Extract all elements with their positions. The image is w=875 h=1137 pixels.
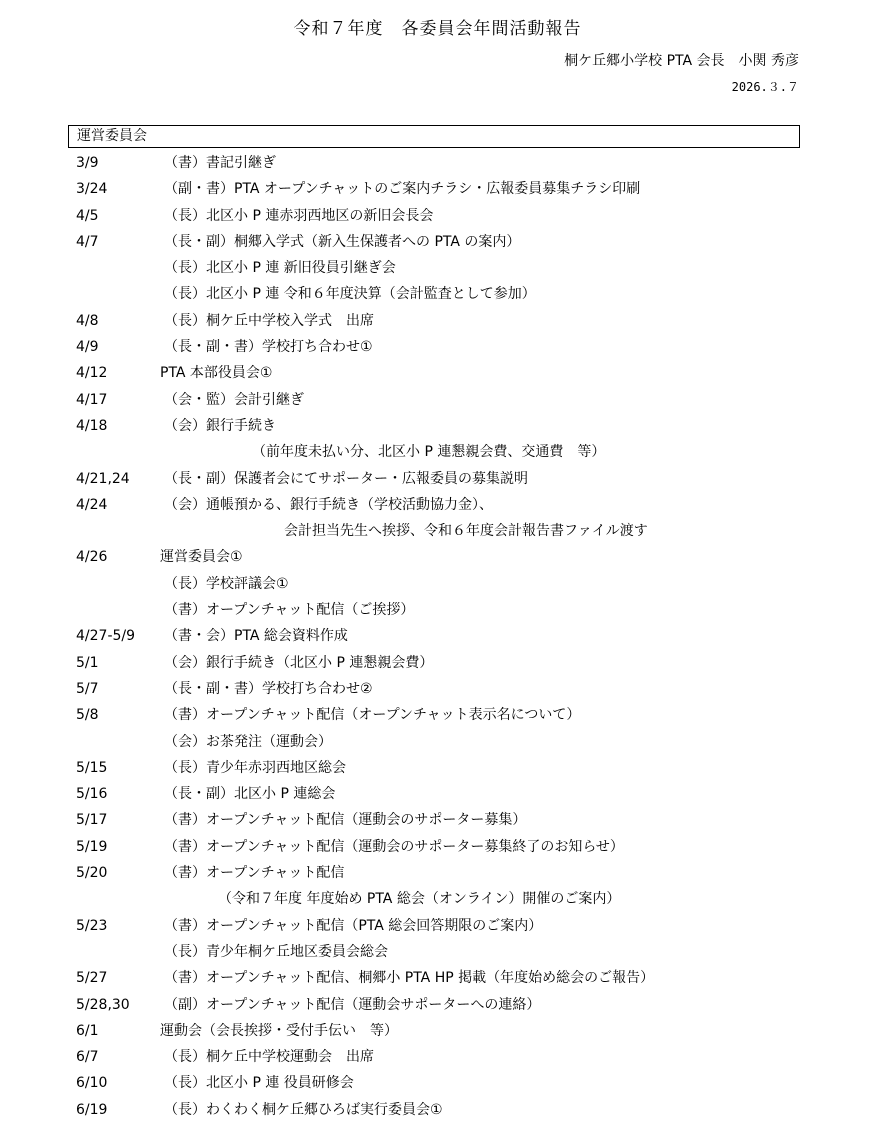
activity-row: [0, 518, 875, 544]
activity-row: [0, 1018, 875, 1044]
activity-text: （長）青少年赤羽西地区総会: [164, 759, 346, 776]
activity-text: （会）銀行手続き（北区小 P 連懇親会費）: [164, 654, 434, 671]
activity-row: [0, 387, 875, 413]
activity-row: [0, 676, 875, 702]
activity-date: 5/8: [76, 707, 99, 724]
activity-date: 4/26: [76, 549, 108, 566]
activity-row: [0, 860, 875, 886]
activity-date: 5/27: [76, 970, 108, 987]
activity-row: [0, 597, 875, 623]
activity-date: 4/5: [76, 207, 99, 224]
activity-row: [0, 781, 875, 807]
activity-row: [0, 176, 875, 202]
activity-row: [0, 886, 875, 912]
activity-text: （会）銀行手続き: [164, 417, 276, 434]
activity-row: [0, 492, 875, 518]
section-header-unei: 運営委員会: [68, 125, 800, 148]
activity-date: 4/17: [76, 391, 108, 408]
activity-text: （書）オープンチャット配信（運動会のサポーター募集終了のお知らせ）: [164, 838, 624, 855]
activity-date: 5/20: [76, 865, 108, 882]
activity-date: 4/9: [76, 339, 99, 356]
activity-text: （副）オープンチャット配信（運動会サポーターへの連絡）: [164, 996, 541, 1013]
activity-date: 4/8: [76, 312, 99, 329]
activity-text: （書）書記引継ぎ: [164, 155, 276, 171]
report-date: 2026.３.７: [731, 80, 799, 94]
activity-text: （長）わくわく桐ケ丘郷ひろば実行委員会①: [164, 1101, 443, 1118]
activity-row: [0, 229, 875, 255]
activity-text: （長）青少年桐ケ丘地区委員会総会: [164, 943, 388, 960]
activity-date: 5/28,30: [76, 996, 130, 1013]
activity-row: [0, 834, 875, 860]
activity-date: 6/10: [76, 1075, 108, 1092]
activity-text: （書）オープンチャット配信（運動会のサポーター募集）: [164, 812, 527, 829]
activity-row: [0, 413, 875, 439]
activity-row: [0, 650, 875, 676]
activity-date: 5/16: [76, 786, 108, 803]
activity-text: （書）オープンチャット配信（オープンチャット表示名について）: [164, 707, 581, 724]
activity-row: [0, 1044, 875, 1070]
activity-row: [0, 466, 875, 492]
activity-list: [0, 150, 875, 1123]
author-line: 桐ケ丘郷小学校 PTA 会長 小関 秀彦: [564, 53, 799, 69]
activity-row: [0, 1097, 875, 1123]
activity-text: （副・書）PTA オープンチャットのご案内チラシ・広報委員募集チラシ印刷: [164, 181, 641, 198]
activity-text: （長）北区小 P 連 令和６年度決算（会計監査として参加）: [164, 286, 536, 303]
activity-row: [0, 913, 875, 939]
activity-row: [0, 623, 875, 649]
activity-text: （会・監）会計引継ぎ: [164, 391, 304, 408]
activity-row: [0, 992, 875, 1018]
activity-row: [0, 150, 875, 176]
activity-date: 4/24: [76, 496, 108, 513]
activity-text: （長・副）桐郷入学式（新入生保護者への PTA の案内）: [164, 233, 521, 250]
activity-text: （会）お茶発注（運動会）: [164, 733, 332, 750]
activity-date: 6/7: [76, 1049, 99, 1066]
activity-text: （書）オープンチャット配信（PTA 総会回答期限のご案内）: [164, 917, 543, 934]
activity-row: [0, 571, 875, 597]
activity-date: 5/1: [76, 654, 99, 671]
activity-row: [0, 439, 875, 465]
activity-row: [0, 729, 875, 755]
activity-row: [0, 360, 875, 386]
activity-text: （長）桐ケ丘中学校運動会 出席: [164, 1049, 374, 1066]
activity-date: 3/9: [76, 155, 99, 171]
activity-text: PTA 本部役員会①: [160, 365, 273, 382]
activity-text: 運動会（会長挨拶・受付手伝い 等）: [160, 1022, 398, 1039]
activity-text: （前年度未払い分、北区小 P 連懇親会費、交通費 等）: [252, 444, 606, 461]
activity-text: （書・会）PTA 総会資料作成: [164, 628, 348, 645]
activity-date: 5/7: [76, 680, 99, 697]
activity-date: 4/7: [76, 233, 99, 250]
activity-text: （長）北区小 P 連 役員研修会: [164, 1075, 354, 1092]
activity-date: 4/12: [76, 365, 108, 382]
activity-date: 6/19: [76, 1101, 108, 1118]
activity-date: 4/21,24: [76, 470, 130, 487]
activity-date: 5/23: [76, 917, 108, 934]
activity-date: 5/15: [76, 759, 108, 776]
activity-row: [0, 544, 875, 570]
activity-row: [0, 203, 875, 229]
activity-date: 5/19: [76, 838, 108, 855]
activity-row: [0, 281, 875, 307]
activity-row: [0, 807, 875, 833]
activity-date: 5/17: [76, 812, 108, 829]
activity-date: 4/27-5/9: [76, 628, 136, 645]
activity-text: 会計担当先生へ挨拶、令和６年度会計報告書ファイル渡す: [284, 523, 648, 540]
activity-text: （書）オープンチャット配信: [164, 865, 345, 882]
activity-text: （長・副）保護者会にてサポーター・広報委員の募集説明: [164, 470, 528, 487]
activity-text: （長）北区小 P 連赤羽西地区の新旧会長会: [164, 207, 434, 224]
activity-text: （長）桐ケ丘中学校入学式 出席: [164, 312, 374, 329]
activity-row: [0, 965, 875, 991]
activity-text: （長・副）北区小 P 連総会: [164, 786, 336, 803]
activity-text: （書）オープンチャット配信（ご挨拶）: [164, 602, 415, 619]
activity-date: 6/1: [76, 1022, 99, 1039]
activity-text: （長）学校評議会①: [164, 575, 289, 592]
activity-row: [0, 755, 875, 781]
activity-text: （長・副・書）学校打ち合わせ①: [164, 339, 373, 356]
activity-text: （長・副・書）学校打ち合わせ②: [164, 680, 373, 697]
activity-date: 3/24: [76, 181, 108, 198]
report-title: 令和７年度 各委員会年間活動報告: [293, 19, 582, 39]
activity-text: （令和７年度 年度始め PTA 総会（オンライン）開催のご案内）: [218, 891, 621, 908]
activity-row: [0, 702, 875, 728]
activity-row: [0, 939, 875, 965]
activity-row: [0, 255, 875, 281]
activity-row: [0, 1070, 875, 1096]
activity-date: 4/18: [76, 417, 108, 434]
activity-row: [0, 334, 875, 360]
activity-text: 運営委員会①: [160, 549, 243, 566]
activity-text: （書）オープンチャット配信、桐郷小 PTA HP 掲載（年度始め総会のご報告）: [164, 970, 655, 987]
activity-text: （長）北区小 P 連 新旧役員引継ぎ会: [164, 260, 396, 277]
activity-text: （会）通帳預かる、銀行手続き（学校活動協力金）、: [164, 496, 493, 513]
activity-row: [0, 308, 875, 334]
